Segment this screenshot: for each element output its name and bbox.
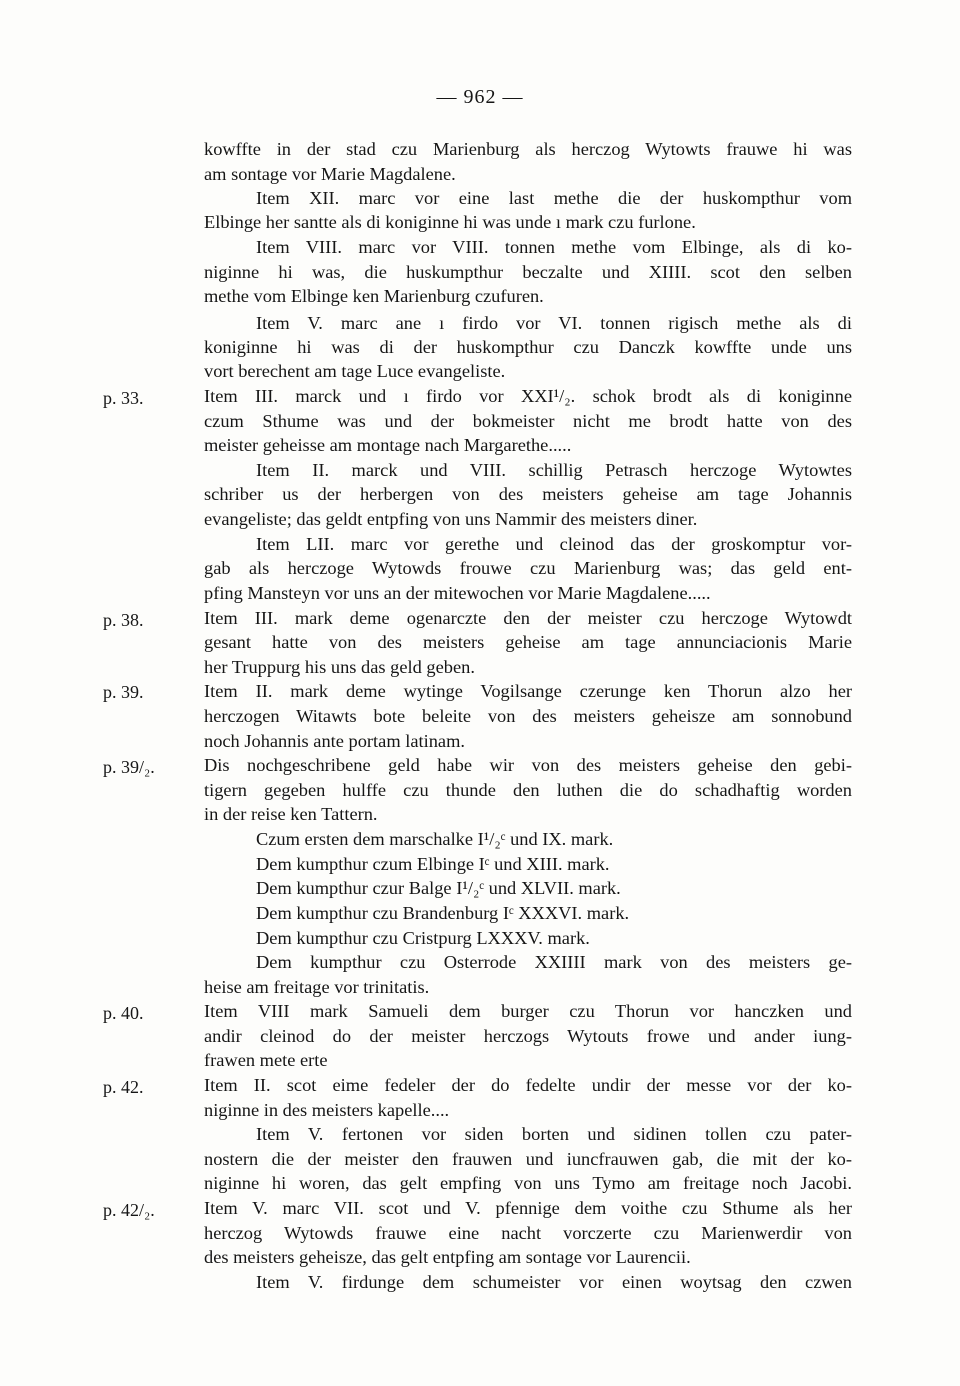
text-line: Item V. firdunge dem schumeister vor einen woytsag den czwen [256,1272,852,1292]
text-line: her Truppurg his uns das geld geben. [204,657,475,677]
text-line: tigern gegeben hulffe czu thunde den luthen die do schadhaftig worden [204,780,852,800]
text-line: Item V. marc VII. scot und V. pfennige dem voithe czu Sthume als her [204,1198,852,1218]
text-line: herczogen Witawts bote beleite von des meisters geheisze am sonnobund [204,706,852,726]
text-line: niginne hi woren, das gelt empfing von uns Tymo am freitage noch Jacobi. [204,1173,852,1193]
text-line: koniginne hi was di der huskompthur czu Danczk kowffte unde uns [204,337,852,357]
text-line: gab als herczoge Wytowds frouwe czu Marienburg was; das geld ent- [204,558,852,578]
margin-ref: p. 38. [103,610,144,630]
text-line: in der reise ken Tattern. [204,804,378,824]
text-line: Dem kumpthur czu Osterrode XXIIII mark von des meisters ge- [256,952,852,972]
text-line: Czum ersten dem marschalke I¹/₂ᶜ und IX. mark. [256,829,614,849]
margin-ref: p. 39/₂. [103,757,155,777]
text-line: Item III. mark deme ogenarczte den der meister czu herczoge Wytowdt [204,608,852,628]
text-line: czum Sthume was und der bokmeister nicht me brodt hatte von des [204,411,852,431]
text-line: herczog Wytowds frauwe eine nacht vorczerte czu Marienwerdir von [204,1223,852,1243]
text-line: methe vom Elbinge ken Marienburg czufuren. [204,286,544,306]
margin-ref: p. 40. [103,1003,144,1023]
text-line: des meisters geheisze, das gelt entpfing am sontage vor Laurencii. [204,1247,691,1267]
text-line: Dem kumpthur czu Brandenburg Iᶜ XXXVI. mark. [256,903,630,923]
text-line: Item III. marck und ı firdo vor XXI¹/₂. schok brodt als di koniginne [204,386,852,406]
text-line: Item VIII mark Samueli dem burger czu Thorun vor hanczken und [204,1001,852,1021]
text-line: andir cleinod do der meister herczogs Wytouts frowe und ander iung- [204,1026,852,1046]
text-line: pfing Mansteyn vor uns an der mitewochen vor Marie Magdalene..... [204,583,711,603]
text-line: gesant hatte von des meisters geheise am tage annunciacionis Marie [204,632,852,652]
text-line: Dem kumpthur czur Balge I¹/₂ᶜ und XLVII. mark. [256,878,621,898]
text-line: noch Johannis ante portam latinam. [204,731,465,751]
text-line: niginne in des meisters kapelle.... [204,1100,450,1120]
margin-ref: p. 39. [103,682,144,702]
page-number: — 962 — [436,86,524,108]
margin-ref: p. 42/₂. [103,1200,155,1220]
text-line: Item II. scot eime fedeler der do fedelte undir der messe vor der ko- [204,1075,852,1095]
text-line: frawen mete erte [204,1050,328,1070]
text-line: schriber us der herbergen von des meisters geheise am tage Johannis [204,484,852,504]
text-line: heise am freitage vor trinitatis. [204,977,430,997]
text-line: nostern die der meister den frauwen und iuncfrauwen gab, die mit der ko- [204,1149,852,1169]
text-line: niginne hi was, die huskumpthur beczalte und XIIII. scot den selben [204,262,852,282]
text-line: Item VIII. marc vor VIII. tonnen methe vom Elbinge, als di ko- [256,237,852,257]
text-line: Item XII. marc vor eine last methe die der huskompthur vom [256,188,852,208]
margin-ref: p. 42. [103,1077,144,1097]
text-line: Dem kumpthur czum Elbinge Iᶜ und XIII. mark. [256,854,610,874]
text-line: Elbinge her santte als di koniginne hi was unde ı mark czu furlone. [204,212,696,232]
text-line: kowffte in der stad czu Marienburg als herczog Wytowts frauwe hi was [204,139,852,159]
text-line: Dem kumpthur czu Cristpurg LXXXV. mark. [256,928,590,948]
text-line: am sontage vor Marie Magdalene. [204,164,456,184]
text-line: evangeliste; das geldt entpfing von uns Nammir des meisters diner. [204,509,698,529]
text-line: meister geheisse am montage nach Margarethe..... [204,435,572,455]
text-line: Item II. mark deme wytinge Vogilsange czerunge ken Thorun alzo her [204,681,852,701]
text-line: Item V. marc ane ı firdo vor VI. tonnen rigisch methe als di [256,313,852,333]
text-line: Item II. marck und VIII. schillig Petrasch herczoge Wytowtes [256,460,852,480]
margin-ref: p. 33. [103,388,144,408]
text-line: Item V. fertonen vor siden borten und sidinen tollen czu pater- [256,1124,852,1144]
text-line: Dis nochgeschribene geld habe wir von des meisters geheise den gebi- [204,755,852,775]
text-line: vort berechent am tage Luce evangeliste. [204,361,506,381]
text-line: Item LII. marc vor gerethe und cleinod das der groskomptur vor- [256,534,852,554]
